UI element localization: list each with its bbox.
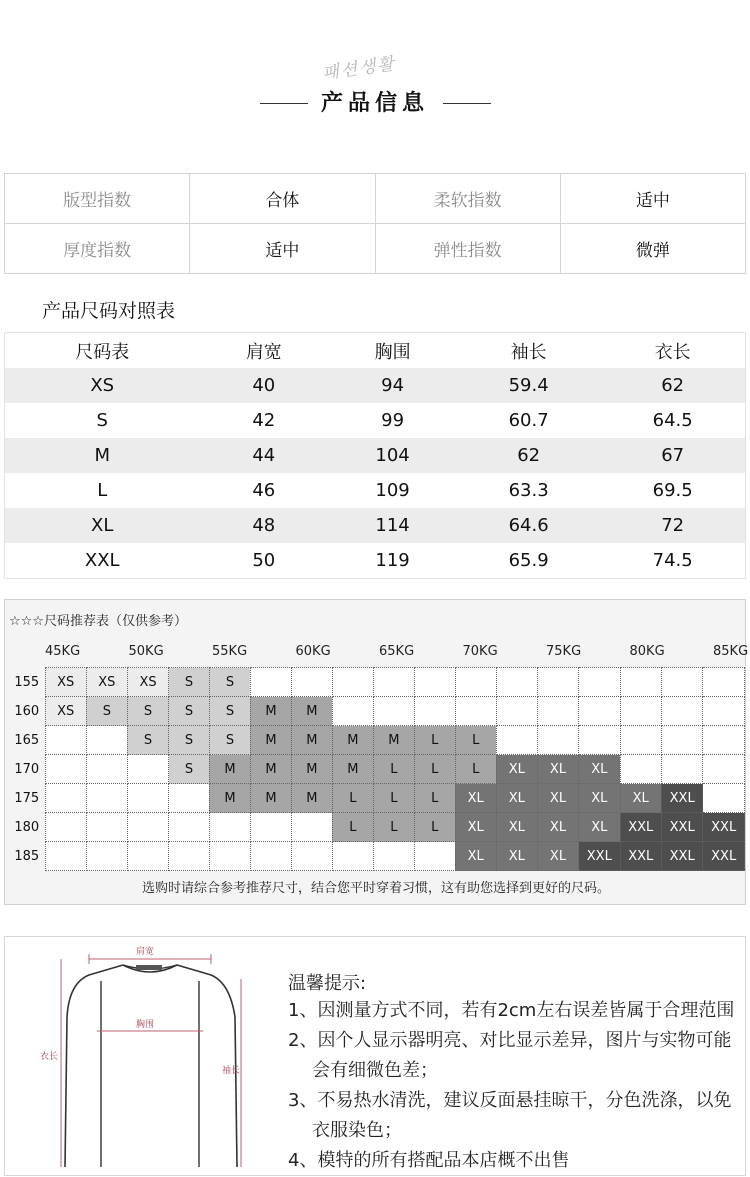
size-cell: M (5, 438, 200, 473)
size-cell: 99 (381, 410, 405, 431)
tip-line-continued: 衣服染色； (312, 1120, 402, 1141)
grid-row (9, 755, 745, 784)
grid-cell (169, 813, 210, 842)
grid-cell: XL (455, 813, 496, 842)
size-row (5, 403, 746, 438)
grid-cell: L (373, 755, 414, 784)
info-value: 合体 (190, 174, 375, 224)
weight-label: 45KG (45, 644, 81, 659)
size-cell: 46 (252, 480, 276, 501)
grid-cell (414, 842, 455, 871)
grid-cell: XS (86, 668, 127, 697)
size-cell: 119 (375, 550, 410, 571)
grid-cell (414, 697, 455, 726)
grid-cell: S (169, 668, 210, 697)
grid-cell (537, 697, 578, 726)
product-info-table (4, 173, 746, 274)
grid-cell (703, 668, 745, 697)
grid-cell: XL (496, 784, 537, 813)
size-cell: XS (5, 368, 200, 403)
grid-cell (86, 813, 127, 842)
grid-cell: XXL (661, 842, 702, 871)
grid-cell: XXL (620, 813, 661, 842)
grid-cell: XS (45, 668, 86, 697)
grid-cell (496, 697, 537, 726)
size-cell: 114 (328, 508, 457, 543)
size-cell: 69.5 (652, 480, 693, 501)
diagram-sleeve-label: 袖长 (221, 1066, 241, 1076)
grid-cell: M (250, 726, 291, 755)
grid-cell: M (332, 755, 373, 784)
grid-cell (496, 726, 537, 755)
grid-cell (332, 697, 373, 726)
info-key: 柔软指数 (375, 174, 560, 224)
page-title: 产品信息 (320, 91, 429, 116)
size-cell: 109 (375, 480, 410, 501)
grid-cell: XL (537, 755, 578, 784)
grid-cell (169, 842, 210, 871)
grid-cell (620, 668, 661, 697)
grid-cell (579, 668, 620, 697)
grid-cell (703, 784, 745, 813)
info-value: 微弹 (560, 224, 745, 274)
grid-cell (703, 697, 745, 726)
grid-cell (86, 842, 127, 871)
grid-cell: M (250, 784, 291, 813)
grid-cell: XXL (661, 813, 702, 842)
info-key: 弹性指数 (375, 224, 560, 274)
info-key: 厚度指数 (5, 224, 190, 274)
size-cell: 104 (328, 438, 457, 473)
size-cell: L (97, 480, 108, 501)
grid-cell (45, 726, 86, 755)
size-cell: 94 (328, 368, 457, 403)
size-cell: 64.6 (457, 508, 600, 543)
grid-cell (579, 726, 620, 755)
grid-cell: S (86, 697, 127, 726)
info-row (5, 224, 746, 274)
grid-cell: S (209, 726, 250, 755)
size-cell: 42 (252, 410, 276, 431)
grid-cell (332, 842, 373, 871)
tip-line: 1、因测量方式不同，若有2cm左右误差皆属于合理范围 (288, 1000, 735, 1021)
size-row (5, 508, 746, 543)
grid-cell (703, 726, 745, 755)
size-cell: 72 (600, 508, 745, 543)
size-cell: 48 (199, 508, 328, 543)
grid-cell: M (291, 697, 332, 726)
grid-cell: XL (496, 842, 537, 871)
grid-cell: XS (127, 668, 168, 697)
grid-cell (620, 726, 661, 755)
grid-cell: XXL (620, 842, 661, 871)
grid-cell (661, 755, 702, 784)
info-row (5, 174, 746, 224)
recommendation-title: ☆☆☆尺码推荐表（仅供参考） (9, 614, 187, 629)
grid-cell (373, 697, 414, 726)
grid-cell (86, 726, 127, 755)
size-cell: 60.7 (508, 410, 549, 431)
tip-line: 4、模特的所有搭配品本店概不出售 (288, 1150, 570, 1171)
diagram-shoulder-label: 肩宽 (135, 947, 155, 957)
grid-cell: S (127, 697, 168, 726)
weight-label: 85KG (713, 644, 749, 659)
grid-cell (579, 697, 620, 726)
grid-cell (127, 755, 168, 784)
grid-row (9, 697, 745, 726)
grid-row (9, 842, 745, 871)
grid-cell (169, 784, 210, 813)
size-cell: 65.9 (508, 550, 549, 571)
grid-cell (86, 784, 127, 813)
tip-item (288, 1146, 738, 1176)
diagram-length-label: 衣长 (39, 1052, 59, 1062)
grid-cell (250, 813, 291, 842)
grid-cell: L (373, 813, 414, 842)
grid-row (9, 813, 745, 842)
size-header-cell: 肩宽 (245, 341, 282, 363)
weight-label: 55KG (212, 644, 248, 659)
size-row (5, 473, 746, 508)
size-chart-table (4, 332, 746, 579)
grid-cell: M (332, 726, 373, 755)
grid-cell: M (250, 697, 291, 726)
grid-cell (291, 813, 332, 842)
grid-cell: XXL (703, 813, 745, 842)
weight-label: 70KG (462, 644, 498, 659)
size-header-cell: 衣长 (654, 341, 691, 363)
grid-cell (127, 813, 168, 842)
size-row (5, 438, 746, 473)
grid-cell (291, 668, 332, 697)
tip-item (288, 1026, 738, 1086)
grid-cell: XL (496, 813, 537, 842)
weight-label: 60KG (295, 644, 331, 659)
size-cell: S (96, 410, 108, 431)
grid-cell: XL (579, 755, 620, 784)
size-row (5, 368, 746, 403)
grid-cell: L (414, 784, 455, 813)
size-row (5, 543, 746, 579)
size-header-row (5, 333, 746, 369)
grid-cell: S (169, 726, 210, 755)
grid-cell: L (373, 784, 414, 813)
diagram-chest-label: 胸围 (135, 1020, 155, 1030)
grid-cell: XXL (661, 784, 702, 813)
grid-cell: S (169, 697, 210, 726)
header-line-right (443, 103, 491, 104)
height-label: 165 (9, 726, 45, 755)
tip-line-continued: 会有细微色差； (312, 1060, 438, 1081)
grid-cell: M (209, 755, 250, 784)
height-label: 185 (9, 842, 45, 871)
grid-cell: S (209, 668, 250, 697)
size-cell: 50 (252, 550, 276, 571)
tip-item (288, 1086, 738, 1146)
height-label: 160 (9, 697, 45, 726)
grid-cell: S (127, 726, 168, 755)
grid-cell: S (209, 697, 250, 726)
grid-cell: XL (496, 755, 537, 784)
grid-cell (455, 697, 496, 726)
size-cell: 67 (600, 438, 745, 473)
grid-cell (414, 668, 455, 697)
grid-cell: L (414, 755, 455, 784)
grid-cell (661, 668, 702, 697)
grid-row (9, 784, 745, 813)
grid-cell: XXL (703, 842, 745, 871)
info-key: 版型指数 (5, 174, 190, 224)
size-cell: 40 (199, 368, 328, 403)
grid-cell: L (332, 813, 373, 842)
grid-cell: M (209, 784, 250, 813)
size-cell: 62 (457, 438, 600, 473)
info-value: 适中 (560, 174, 745, 224)
grid-cell: L (332, 784, 373, 813)
size-header-cell: 袖长 (510, 341, 547, 363)
grid-cell (620, 697, 661, 726)
header-script-watermark: 패션생활 (321, 53, 398, 85)
height-label: 175 (9, 784, 45, 813)
size-header-cell: 尺码表 (75, 341, 130, 363)
grid-cell (45, 755, 86, 784)
grid-cell (291, 842, 332, 871)
grid-cell: XL (537, 784, 578, 813)
height-label: 180 (9, 813, 45, 842)
grid-cell: L (414, 813, 455, 842)
grid-cell: XL (455, 842, 496, 871)
recommendation-grid (9, 667, 745, 871)
grid-cell: L (455, 755, 496, 784)
grid-cell (537, 668, 578, 697)
size-cell: XXL (84, 550, 120, 571)
grid-row (9, 668, 745, 697)
grid-row (9, 726, 745, 755)
size-chart-title: 产品尺码对照表 (42, 300, 176, 322)
size-cell: XL (5, 508, 200, 543)
grid-cell (250, 668, 291, 697)
tip-line: 3、不易热水清洗，建议反面悬挂晾干，分色洗涤，以免 (288, 1090, 732, 1111)
weight-label: 75KG (546, 644, 582, 659)
size-cell: 64.5 (652, 410, 693, 431)
grid-cell (373, 668, 414, 697)
grid-cell (45, 784, 86, 813)
grid-cell: L (414, 726, 455, 755)
sweater-measure-diagram (5, 937, 285, 1177)
grid-cell: XL (579, 784, 620, 813)
grid-cell: XL (620, 784, 661, 813)
grid-cell (127, 842, 168, 871)
grid-cell (703, 755, 745, 784)
grid-cell (496, 668, 537, 697)
grid-cell: XL (537, 842, 578, 871)
height-label: 170 (9, 755, 45, 784)
grid-cell: M (373, 726, 414, 755)
grid-cell: M (291, 755, 332, 784)
grid-cell (332, 668, 373, 697)
grid-cell (661, 697, 702, 726)
grid-cell (209, 842, 250, 871)
grid-cell (455, 668, 496, 697)
info-value: 适中 (190, 224, 375, 274)
grid-cell: M (250, 755, 291, 784)
size-cell: 62 (600, 368, 745, 403)
grid-cell: XL (579, 813, 620, 842)
grid-cell (86, 755, 127, 784)
tips-title: 温馨提示: (288, 973, 367, 994)
weight-label: 80KG (629, 644, 665, 659)
grid-cell (373, 842, 414, 871)
grid-cell (250, 842, 291, 871)
grid-cell: XL (537, 813, 578, 842)
weight-label: 50KG (128, 644, 164, 659)
grid-cell (620, 755, 661, 784)
grid-cell (45, 842, 86, 871)
grid-cell (209, 813, 250, 842)
tip-line: 2、因个人显示器明亮、对比显示差异，图片与实物可能 (288, 1030, 732, 1051)
grid-cell: S (169, 755, 210, 784)
size-recommendation-panel (4, 599, 749, 905)
grid-cell: XL (455, 784, 496, 813)
size-cell: 74.5 (652, 550, 693, 571)
size-cell: 59.4 (457, 368, 600, 403)
grid-cell (537, 726, 578, 755)
weight-label: 65KG (379, 644, 415, 659)
grid-cell (661, 726, 702, 755)
size-cell: 63.3 (508, 480, 549, 501)
grid-cell: L (455, 726, 496, 755)
height-label: 155 (9, 668, 45, 697)
recommendation-note: 选购时请综合参考推荐尺寸，结合您平时穿着习惯，这有助您选择到更好的尺码。 (141, 881, 610, 896)
size-cell: 44 (199, 438, 328, 473)
grid-cell (127, 784, 168, 813)
grid-cell: M (291, 726, 332, 755)
tip-item (288, 996, 738, 1026)
grid-cell (45, 813, 86, 842)
grid-cell: XS (45, 697, 86, 726)
size-header-cell: 胸围 (374, 341, 411, 363)
grid-cell: M (291, 784, 332, 813)
grid-cell: XXL (579, 842, 620, 871)
